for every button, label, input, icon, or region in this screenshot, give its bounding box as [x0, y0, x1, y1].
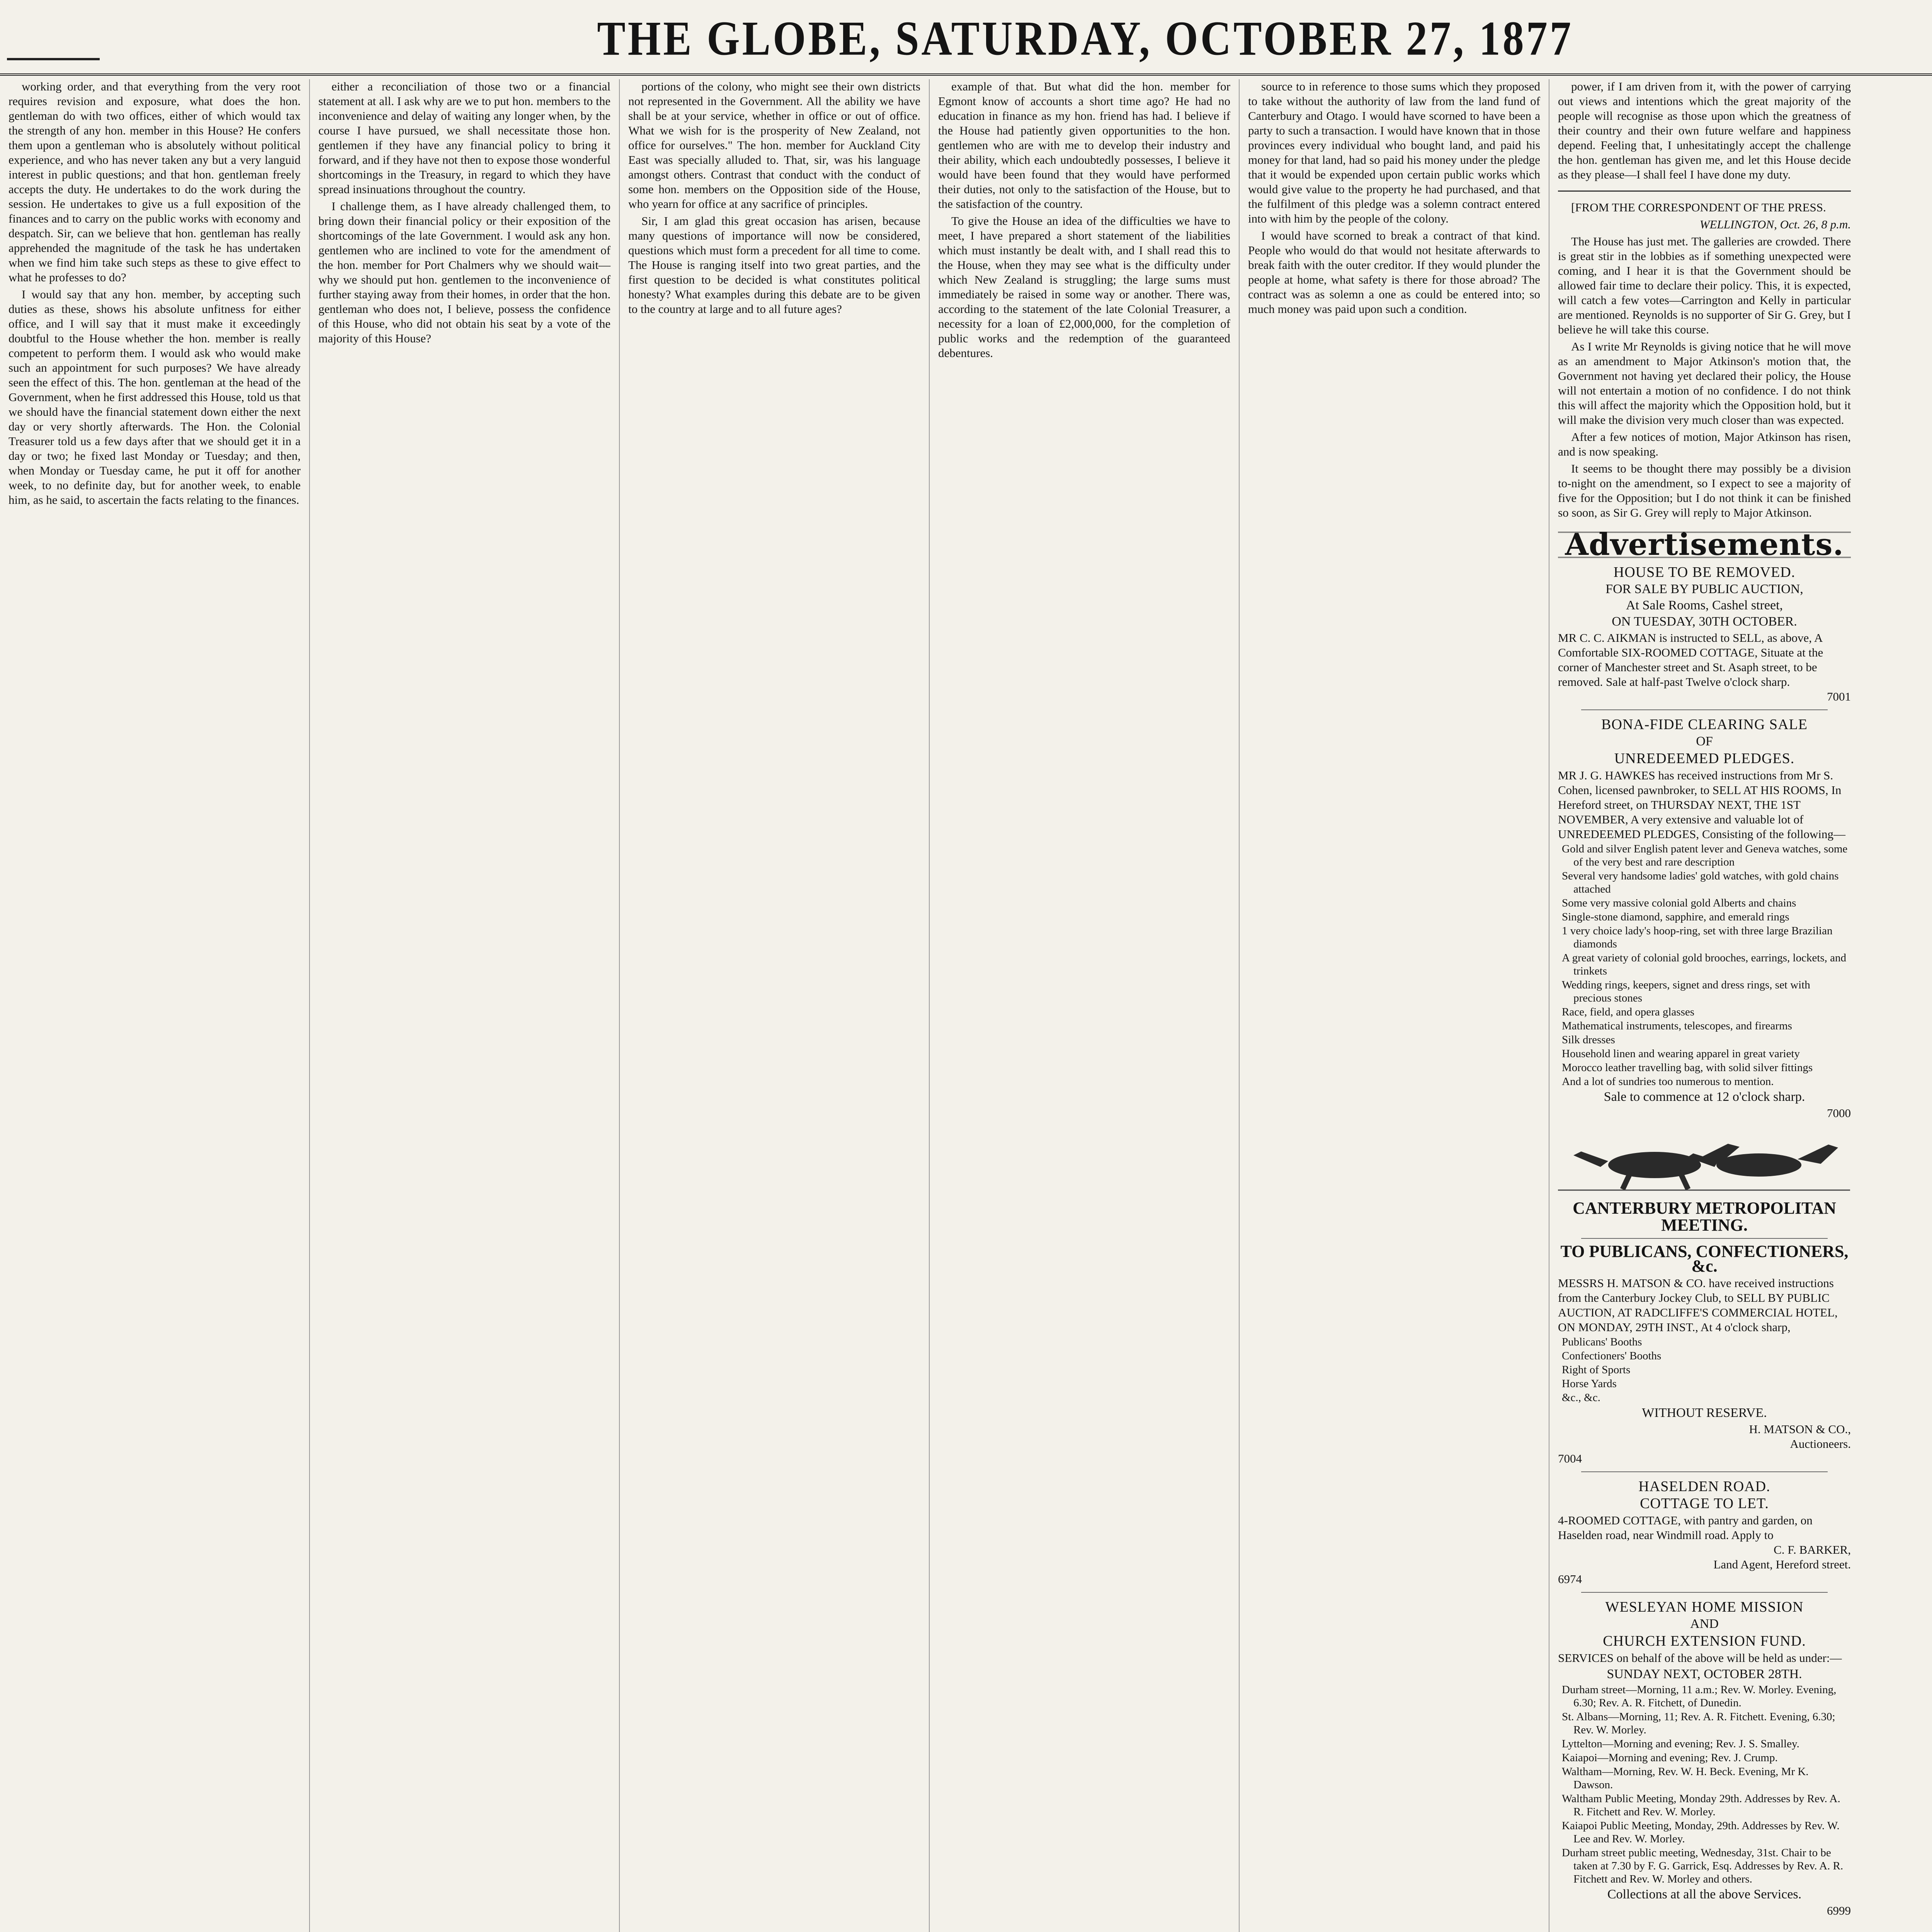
paragraph: I challenge them, as I have already challenged them, to bring down their financial policy or their exposition of the shortcomings of the late Government. I would ask any hon. gentlemen who are inclined to vote for the amendment of the hon. member for Port Chalmers why we should wait—why we should put hon. gentlemen to the inconvenience of further staying away from their homes, in order that the hon. gentleman who does not, I believe, possess the confidence of this House, who did not obtain his seat by a vote of the majority of this House?: [318, 199, 611, 345]
paragraph: source to in reference to those sums which they proposed to take without the authority of law from the land fund of Canterbury and Otago. I would have scorned to have been a party to such a transaction. I would have known that in those provinces every individual who bought land, and paid his money for that land, had so paid his money under the pledge that it would be expended upon certain public works which would give value to the property he had purchased, and that the fulfilment of this pledge was a solemn contract entered into with him by the people of the colony.: [1248, 80, 1540, 225]
list-item: Single-stone diamond, sapphire, and emerald rings: [1562, 911, 1789, 923]
ad-intro: SERVICES on behalf of the above will be held as under:—: [1558, 1651, 1842, 1665]
list-item: Durham street public meeting, Wednesday, 31st. Chair to be taken at 7.30 by F. G. Garrick, Esq. Addresses by Rev. A. R. Fitchett and Rev. W. Morley and others.: [1562, 1847, 1844, 1885]
divider: [1581, 1471, 1828, 1472]
ad-date: SUNDAY NEXT, OCTOBER 28TH.: [1607, 1667, 1802, 1681]
list-item: Right of Sports: [1562, 1364, 1631, 1376]
list-item: &c., &c.: [1562, 1391, 1600, 1404]
racehorse-illustration: [1558, 1128, 1851, 1194]
list-item: And a lot of sundries too numerous to mention.: [1562, 1075, 1774, 1088]
press-paragraph: It seems to be thought there may possibly be a division to-night on the amendment, so I expect to see a majority of five for the Opposition; but I do not think it can be finished so soon, as Sir G. Grey will reply to Major Atkinson.: [1558, 462, 1851, 519]
ad-number: 7000: [1827, 1106, 1851, 1120]
ad-line: At Sale Rooms, Cashel street,: [1626, 598, 1783, 612]
list-item: Some very massive colonial gold Alberts and chains: [1562, 897, 1796, 909]
ad-heading: COTTAGE TO LET.: [1640, 1495, 1769, 1512]
paragraph: I would say that any hon. member, by accepting such duties as these, shows his absolute unfitness for either office, and I will say that it must make it exceedingly doubtful to the House whether the hon. member is really competent to perform them. I would ask who would make such an appointment for such purposes? We have already seen the effect of this. The hon. gentleman at the head of the Government, when he first addressed this House, told us that we should have the financial statement down either the next day or very shortly afterwards. The Hon. the Colonial Treasurer told us a few days after that we should get it in a day or two; he fixed last Monday or Tuesday; and then, when Monday or Tuesday came, he put it off for another week, to no definite day, but for another week, to enable him, as he said, to ascertain the facts relating to the finances.: [9, 287, 301, 507]
ad-heading: BONA-FIDE CLEARING SALE: [1601, 716, 1808, 733]
ad-footer: Collections at all the above Services.: [1607, 1887, 1802, 1901]
ad-heading: MEETING.: [1661, 1216, 1748, 1235]
ad-number: 6999: [1827, 1904, 1851, 1917]
paragraph: example of that. But what did the hon. member for Egmont know of accounts a short time ago? He had no education in finance as my hon. friend has had. I believe if the House had patiently given opportunities to the hon. gentlemen who are with me to develop their industry and their ability, which each undoubtedly possesses, I believe it would have been found that they would have performed their duties, not only to the satisfaction of the House, but to the satisfaction of the country.: [938, 80, 1230, 211]
column-3: [620, 79, 930, 1932]
press-paragraph: After a few notices of motion, Major Atkinson has risen, and is now speaking.: [1558, 430, 1851, 458]
ad-haselden-road: [1558, 1479, 1851, 1587]
paragraph: Sir, I am glad this great occasion has arisen, because many questions of importance will now be considered, questions which must form a precedent for all time to come. The House is ranging itself into two great parties, and the first question to be decided is what constitutes political honesty? What examples during this debate are to be given to the country at large and to all future ages?: [628, 214, 920, 316]
ad-bona-fide: [1558, 717, 1851, 1121]
ad-number: 7001: [1827, 690, 1851, 703]
paragraph: working order, and that everything from the very root requires revision and exposure, what does the hon. gentleman do with two offices, either of which would tax the strength of any hon. member in this House? He confers them upon a gentleman who is absolutely without political experience, and who has never taken any but a very languid interest in public questions; and that hon. gentleman freely accepts the duty. He undertakes to do the work during the session. He undertakes to give us a full exposition of the finances and to carry on the public works with economy and despatch. Sir, can we believe that hon. gentleman has really apprehended the magnitude of the task he has undertaken when we find him take such steps as these to give effect to what he professes to do?: [9, 80, 301, 284]
column-5: [1240, 79, 1549, 1932]
list-item: Household linen and wearing apparel in great variety: [1562, 1048, 1800, 1060]
divider: [1581, 709, 1828, 710]
ad-wesleyan-mission: [1558, 1600, 1851, 1918]
list-item: Race, field, and opera glasses: [1562, 1006, 1695, 1018]
column-6: [1549, 79, 1859, 1932]
ad-subheading: OF: [1696, 734, 1713, 748]
paragraph: power, if I am driven from it, with the power of carrying out views and intentions which the great majority of the people will recognise as those upon which the greatness of their country and their own future welfare and happiness depend. Feeling that, I unhesitatingly accept the challenge the hon. gentleman has given me, and let this House decide as they please—I shall feel I have done my duty.: [1558, 80, 1851, 181]
masthead-title: THE GLOBE, SATURDAY, OCTOBER 27, 1877: [597, 11, 1573, 66]
press-paragraph: As I write Mr Reynolds is giving notice that he will move as an amendment to Major Atkinson's motion that, the Government not having yet declared their policy, the House will not entertain a motion of no confidence. I do not think this will affect the majority which the Opposition hold, but it will make the division very much closer than was expected.: [1558, 340, 1851, 427]
ad-number: 6974: [1558, 1572, 1582, 1586]
divider: [1581, 1238, 1828, 1239]
ad-canterbury-meeting: [1558, 1201, 1851, 1466]
ad-heading: TO PUBLICANS, CONFECTIONERS, &c.: [1560, 1242, 1849, 1276]
list-item: Kaiapoi—Morning and evening; Rev. J. Crump.: [1562, 1752, 1778, 1764]
ad-heading: CHURCH EXTENSION FUND.: [1603, 1633, 1806, 1649]
list-item: Waltham Public Meeting, Monday 29th. Addresses by Rev. A. R. Fitchett and Rev. W. Morley.: [1562, 1793, 1840, 1818]
advertisements-title: Advertisements.: [1558, 532, 1851, 558]
ad-subheading: FOR SALE BY PUBLIC AUCTION,: [1605, 582, 1803, 596]
ad-line: ON TUESDAY, 30TH OCTOBER.: [1612, 614, 1797, 629]
ad-subheading: AND: [1690, 1617, 1719, 1631]
list-item: Horse Yards: [1562, 1378, 1617, 1390]
list-item: Wedding rings, keepers, signet and dress rings, set with precious stones: [1562, 979, 1810, 1004]
racehorse-icon: [1558, 1128, 1850, 1194]
list-item: Publicans' Booths: [1562, 1336, 1642, 1348]
masthead-rule: [7, 58, 100, 60]
paragraph: I would have scorned to break a contract of that kind. People who would do that would not hesitate afterwards to break faith with the outer creditor. If they would plunder the people at home, what safety is there for those abroad? The contract was as solemn a one as could be entered into; so much money was paid upon such a condition.: [1248, 229, 1540, 316]
ad-signature-role: Land Agent, Hereford street.: [1713, 1558, 1851, 1571]
ad-body: MR J. G. HAWKES has received instructions from Mr S. Cohen, licensed pawnbroker, to SELL AT HIS ROOMS, In Hereford street, on THURSDAY NEXT, THE 1ST NOVEMBER, A very extensive and valuable lot of UNREDEEMED PLEDGES, Consisting of the following—: [1558, 769, 1845, 841]
press-header: [FROM THE CORRESPONDENT OF THE PRESS.: [1571, 201, 1826, 214]
list-item: Gold and silver English patent lever and Geneva watches, some of the very best and rare description: [1562, 843, 1848, 868]
list-item: Durham street—Morning, 11 a.m.; Rev. W. Morley. Evening, 6.30; Rev. A. R. Fitchett, of Dunedin.: [1562, 1684, 1837, 1709]
list-item: 1 very choice lady's hoop-ring, set with three large Brazilian diamonds: [1562, 925, 1833, 950]
ad-reserve: WITHOUT RESERVE.: [1642, 1406, 1767, 1420]
list-item: Waltham—Morning, Rev. W. H. Beck. Evening, Mr K. Dawson.: [1562, 1765, 1809, 1791]
list-item: Morocco leather travelling bag, with solid silver fittings: [1562, 1061, 1813, 1074]
list-item: Mathematical instruments, telescopes, and firearms: [1562, 1020, 1792, 1032]
column-2: [310, 79, 620, 1932]
divider: [1581, 1592, 1828, 1593]
ad-heading: HOUSE TO BE REMOVED.: [1613, 564, 1796, 580]
column-4: [930, 79, 1240, 1932]
columns: [0, 79, 1932, 1932]
ad-sale-note: Sale to commence at 12 o'clock sharp.: [1604, 1090, 1805, 1104]
ad-signature: C. F. BARKER,: [1774, 1543, 1851, 1556]
press-paragraph: The House has just met. The galleries are crowded. There is great stir in the lobbies as if something unexpected were coming, and I hear it is that the Government should be allowed fair time to declare their policy. This, it is expected, will catch a few votes—Carrington and Kelly in particular are mentioned. Reynolds is no supporter of Sir G. Grey, but I believe he will take this course.: [1558, 235, 1851, 336]
list-item: Kaiapoi Public Meeting, Monday, 29th. Addresses by Rev. W. Lee and Rev. W. Morley.: [1562, 1820, 1840, 1845]
paragraph: either a reconciliation of those two or a financial statement at all. I ask why are we to put hon. members to the inconvenience and delay of waiting any longer when, by the course I have pursued, we shall necessitate those hon. gentlemen if they have any financial policy to bring it forward, and if they have not then to expose those wonderful shortcomings in the Treasury, in regard to which they have spread insinuations throughout the country.: [318, 80, 611, 196]
masthead: [0, 0, 1932, 76]
ad-number: 7004: [1558, 1452, 1582, 1465]
ad-heading: CANTERBURY METROPOLITAN: [1573, 1199, 1836, 1218]
list-item: A great variety of colonial gold brooches, earrings, lockets, and trinkets: [1562, 952, 1847, 977]
ad-signature-role: Auctioneers.: [1790, 1437, 1851, 1451]
ad-heading: HASELDEN ROAD.: [1638, 1478, 1770, 1495]
ad-heading: UNREDEEMED PLEDGES.: [1614, 750, 1795, 767]
list-item: Lyttelton—Morning and evening; Rev. J. S. Smalley.: [1562, 1738, 1799, 1750]
ad-body: MESSRS H. MATSON & CO. have received instructions from the Canterbury Jockey Club, to SELL BY PUBLIC AUCTION, AT RADCLIFFE'S COMMERCIAL HOTEL, ON MONDAY, 29TH INST., At 4 o'clock sharp,: [1558, 1276, 1838, 1334]
list-item: Silk dresses: [1562, 1034, 1615, 1046]
ad-body: MR C. C. AIKMAN is instructed to SELL, as above, A Comfortable SIX-ROOMED COTTAGE, Situate at the corner of Manchester street and St. Asaph street, to be removed. Sale at half-past Twelve o'clock sharp.: [1558, 631, 1823, 689]
column-1: [0, 79, 310, 1932]
ad-house-removed: [1558, 565, 1851, 704]
ad-heading: WESLEYAN HOME MISSION: [1605, 1599, 1804, 1615]
ad-signature: H. MATSON & CO.,: [1749, 1422, 1851, 1436]
paragraph: portions of the colony, who might see their own districts not represented in the Government. All the ability we have shall be at your service, whether in office or out of office. What we wish for is the prosperity of New Zealand, not office for ourselves." The hon. member for Auckland City East was specially alluded to. That, sir, was his language amongst others. Contrast that conduct with the conduct of some hon. members on the Opposition side of the House, who yearn for office at any sacrifice of principles.: [628, 80, 920, 211]
dateline: WELLINGTON, Oct. 26, 8 p.m.: [1699, 218, 1851, 231]
list-item: Several very handsome ladies' gold watches, with gold chains attached: [1562, 870, 1839, 895]
list-item: St. Albans—Morning, 11; Rev. A. R. Fitchett. Evening, 6.30; Rev. W. Morley.: [1562, 1711, 1835, 1736]
ad-body: 4-ROOMED COTTAGE, with pantry and garden, on Haselden road, near Windmill road. Apply to: [1558, 1514, 1813, 1542]
paragraph: To give the House an idea of the difficulties we have to meet, I have prepared a short statement of the liabilities which must instantly be dealt with, and I shall read this to the House, when they may see what is the difficulty under which New Zealand is struggling; the large sums must immediately be raised in some way or another. There was, according to the statement of the late Colonial Treasurer, a necessity for a loan of £2,000,000, for the completion of public works and the redemption of the guaranteed debentures.: [938, 214, 1230, 360]
list-item: Confectioners' Booths: [1562, 1350, 1662, 1362]
divider: [1558, 190, 1851, 192]
